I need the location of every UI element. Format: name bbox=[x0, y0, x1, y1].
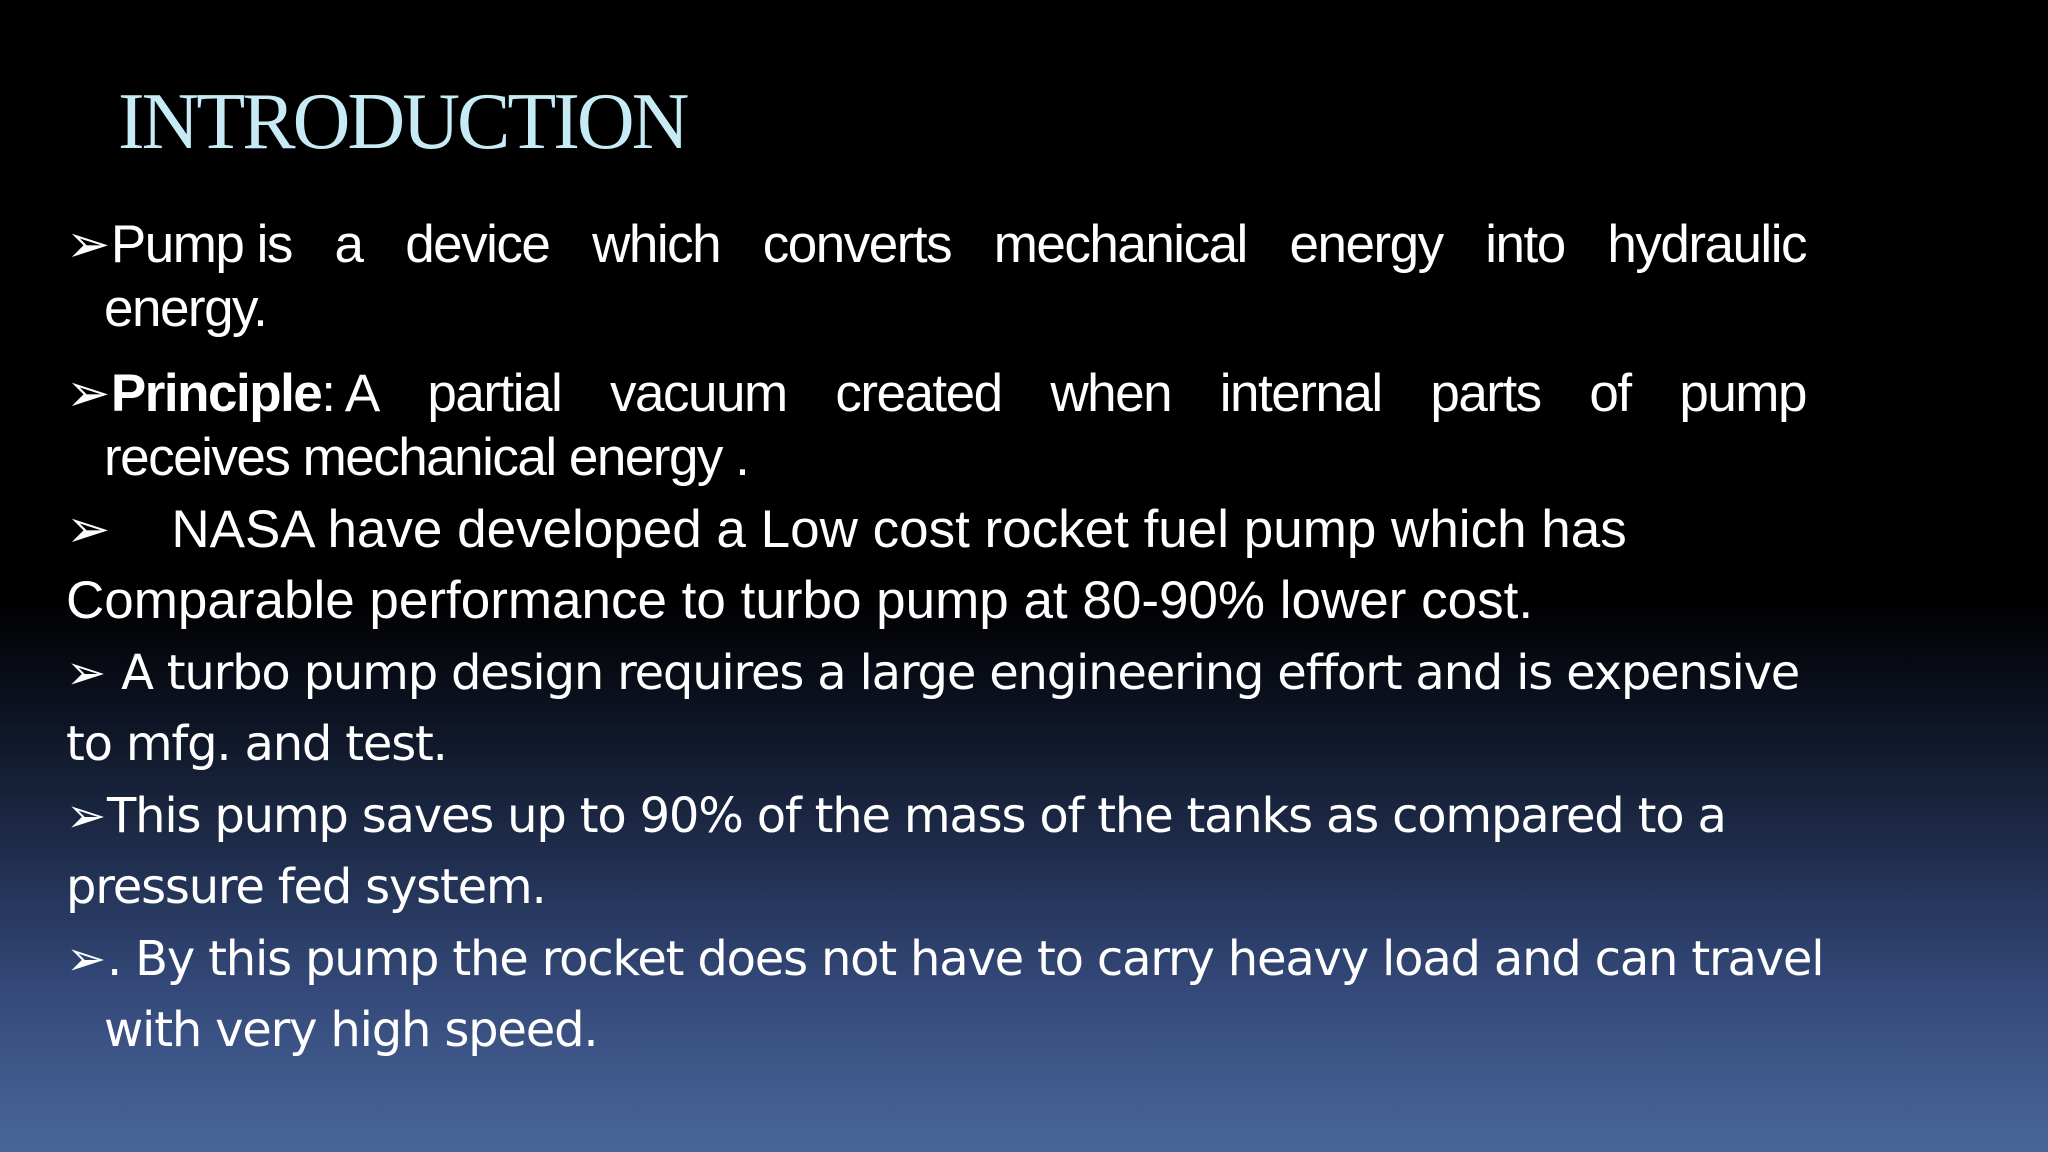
bullet-arrow-icon: ➢ bbox=[66, 363, 109, 424]
bullet-line bbox=[66, 638, 1806, 709]
word: energy bbox=[1289, 215, 1443, 274]
word: parts bbox=[1430, 364, 1541, 423]
bullet-text: This pump saves up to 90% of the mass of the tanks as compared to a bbox=[107, 788, 1726, 844]
bullet-line: Comparable performance to turbo pump at 80-90% lower cost. bbox=[66, 571, 1534, 630]
bullet-line: with very high speed. bbox=[104, 1002, 598, 1058]
principle-label: Principle bbox=[110, 364, 322, 423]
bullet-nasa bbox=[66, 494, 1806, 636]
bullet-line: to mfg. and test. bbox=[66, 716, 447, 772]
bullet-line: receives mechanical energy . bbox=[104, 428, 749, 487]
bullet-arrow-icon: ➢ bbox=[66, 645, 106, 701]
word: a bbox=[334, 215, 363, 274]
bullet-line bbox=[66, 213, 1806, 277]
word: mechanical bbox=[993, 215, 1247, 274]
colon: : bbox=[321, 364, 335, 423]
word: A bbox=[344, 364, 379, 423]
word: internal bbox=[1219, 364, 1382, 423]
bullet-arrow-icon: ➢ bbox=[66, 931, 106, 987]
bullet-turbo-pump bbox=[66, 638, 1806, 780]
word: when bbox=[1050, 364, 1172, 423]
word: vacuum bbox=[610, 364, 787, 423]
bullet-text: A turbo pump design requires a large engineering effort and is expensive bbox=[107, 645, 1800, 701]
bullet-text: NASA have developed a Low cost rocket fuel pump which has bbox=[112, 500, 1627, 559]
word: into bbox=[1485, 215, 1565, 274]
word: device bbox=[405, 215, 550, 274]
word: partial bbox=[427, 364, 562, 423]
word: created bbox=[835, 364, 1002, 423]
bullet-mass-saving bbox=[66, 781, 1806, 923]
bullet-principle bbox=[66, 362, 1806, 490]
bullet-line bbox=[66, 494, 1806, 565]
bullet-text: . By this pump the rocket does not have to carry heavy load and can travel bbox=[107, 931, 1824, 987]
bullet-line bbox=[66, 781, 1806, 852]
slide-title: INTRODUCTION bbox=[118, 78, 687, 166]
bullet-rocket-load bbox=[66, 924, 1824, 1066]
bullet-arrow-icon: ➢ bbox=[66, 788, 106, 844]
bullet-arrow-icon: ➢ bbox=[66, 214, 109, 275]
bullet-first-word bbox=[66, 362, 379, 426]
word: hydraulic bbox=[1607, 215, 1806, 274]
word: converts bbox=[762, 215, 952, 274]
word: pump bbox=[1679, 364, 1806, 423]
word: which bbox=[592, 215, 721, 274]
bullet-line: energy. bbox=[104, 279, 267, 338]
bullet-line bbox=[66, 362, 1806, 426]
bullet-pump-definition bbox=[66, 213, 1806, 341]
word: Pump is bbox=[110, 215, 292, 274]
bullet-first-word bbox=[66, 213, 292, 277]
bullet-arrow-icon: ➢ bbox=[66, 499, 111, 560]
word: of bbox=[1589, 364, 1631, 423]
bullet-line: pressure fed system. bbox=[66, 859, 546, 915]
bullet-line bbox=[66, 924, 1824, 995]
